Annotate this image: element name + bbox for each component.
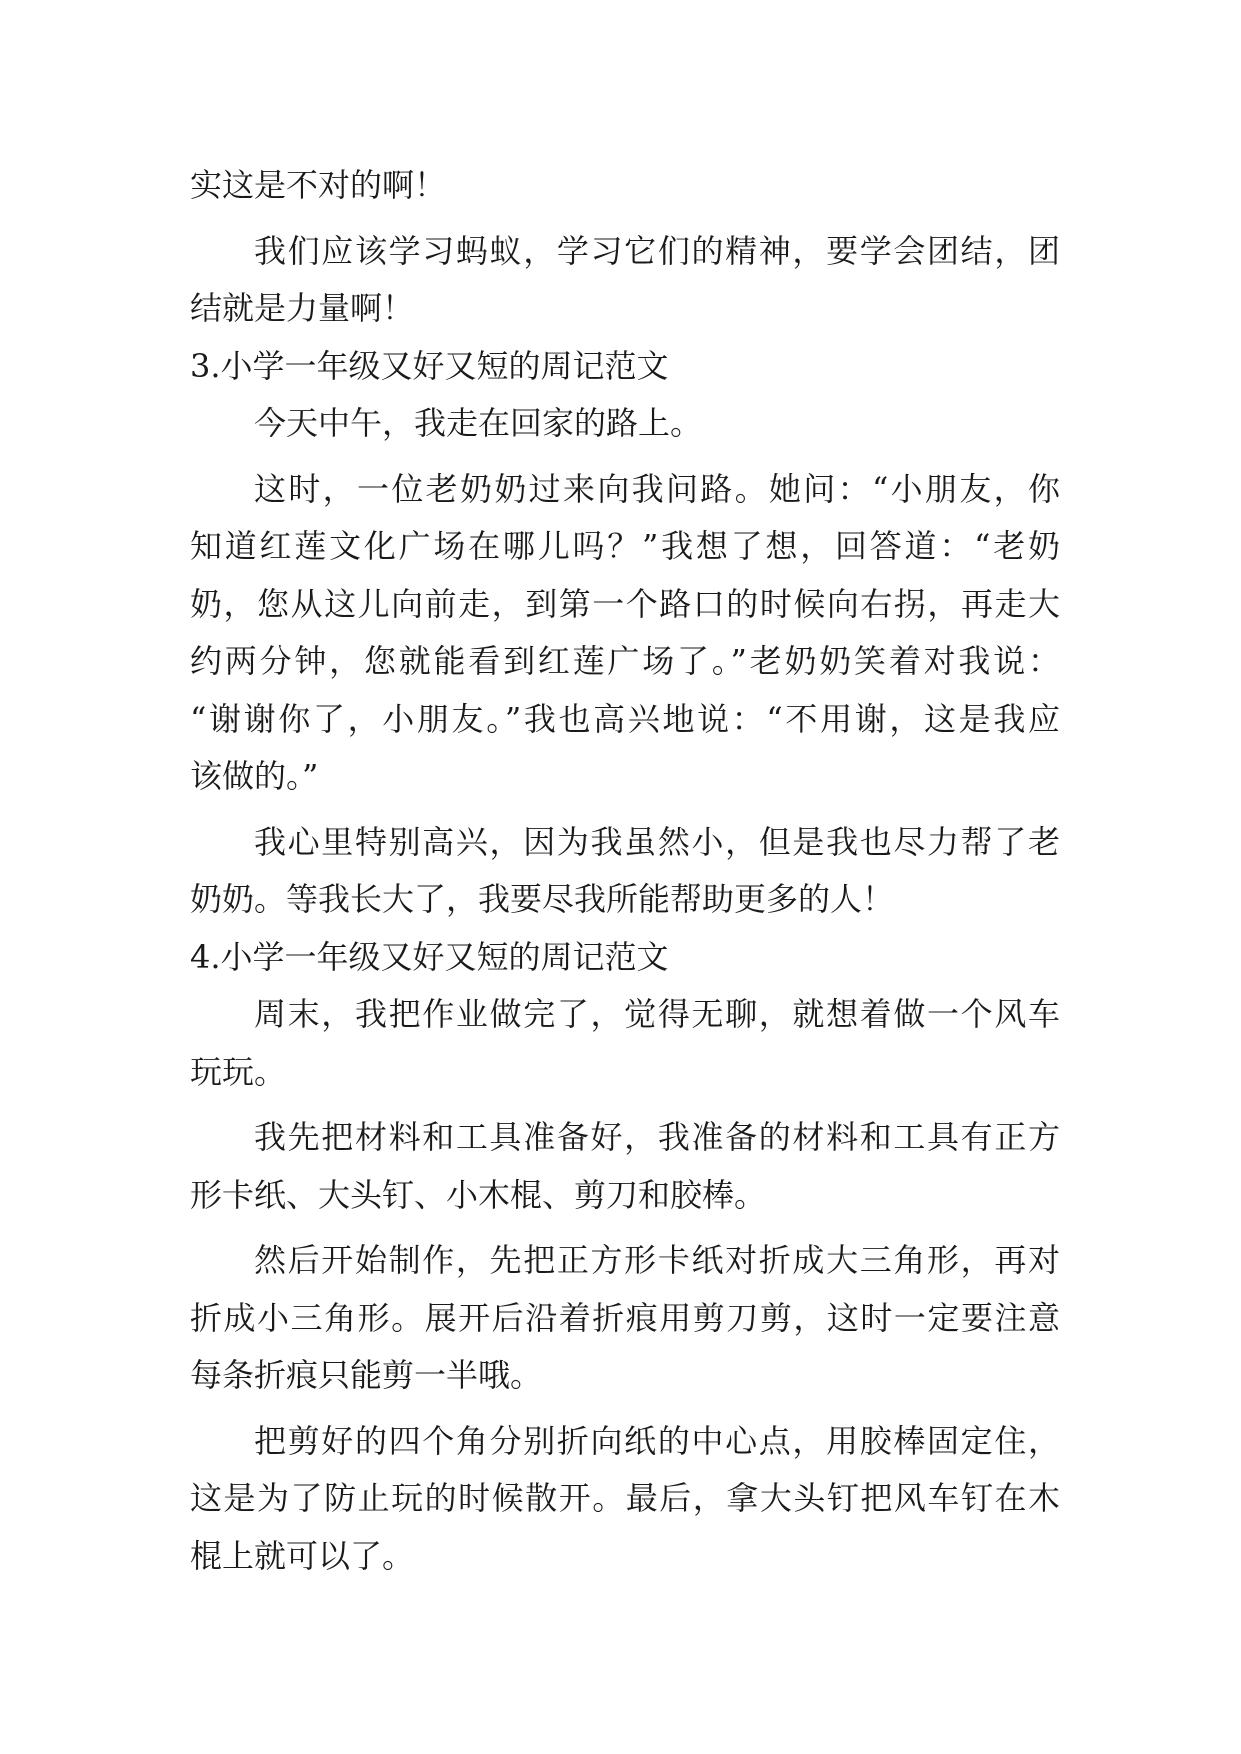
document-body bbox=[190, 157, 1060, 1585]
text-line: 我心里特别高兴，因为我虽然小，但是我也尽力帮了老 bbox=[254, 822, 1060, 861]
text-line: 每条折痕只能剪一半哦。 bbox=[190, 1356, 543, 1394]
text-line: 这时，一位老奶奶过来向我问路。她问：“小朋友，你 bbox=[254, 469, 1060, 508]
text-line: 实这是不对的啊！ bbox=[190, 166, 447, 204]
text-line: 约两分钟，您就能看到红莲广场了。”老奶奶笑着对我说： bbox=[190, 642, 1060, 680]
text-line: 奶奶。等我长大了，我要尽我所能帮助更多的人！ bbox=[190, 880, 895, 918]
text-line: 知道红莲文化广场在哪儿吗？”我想了想，回答道：“老奶 bbox=[190, 527, 1060, 565]
section-heading: 3.小学一年级又好又短的周记范文 bbox=[190, 346, 669, 385]
text-line: 我们应该学习蚂蚁，学习它们的精神，要学会团结，团 bbox=[254, 231, 1060, 270]
text-line: 该做的。” bbox=[190, 757, 319, 795]
text-line: 折成小三角形。展开后沿着折痕用剪刀剪，这时一定要注意 bbox=[190, 1298, 1060, 1337]
text-line: 然后开始制作，先把正方形卡纸对折成大三角形，再对 bbox=[254, 1241, 1060, 1279]
text-line: 形卡纸、大头钉、小木棍、剪刀和胶棒。 bbox=[190, 1175, 767, 1214]
text-line: 我先把材料和工具准备好，我准备的材料和工具有正方 bbox=[254, 1118, 1060, 1156]
text-line: 今天中午，我走在回家的路上。 bbox=[254, 404, 703, 442]
text-line: 结就是力量啊！ bbox=[190, 289, 415, 327]
text-line: 周末，我把作业做完了，觉得无聊，就想着做一个风车 bbox=[254, 995, 1060, 1033]
section-heading: 4.小学一年级又好又短的周记范文 bbox=[190, 937, 669, 976]
text-line: 棍上就可以了。 bbox=[190, 1536, 415, 1575]
text-line: 玩玩。 bbox=[190, 1052, 287, 1091]
text-line: 把剪好的四个角分别折向纸的中心点，用胶棒固定住， bbox=[254, 1421, 1060, 1460]
text-line: “谢谢你了，小朋友。”我也高兴地说：“不用谢，这是我应 bbox=[190, 699, 1060, 738]
text-line: 这是为了防止玩的时候散开。最后，拿大头钉把风车钉在木 bbox=[190, 1479, 1060, 1517]
text-line: 奶，您从这儿向前走，到第一个路口的时候向右拐，再走大 bbox=[190, 584, 1060, 623]
